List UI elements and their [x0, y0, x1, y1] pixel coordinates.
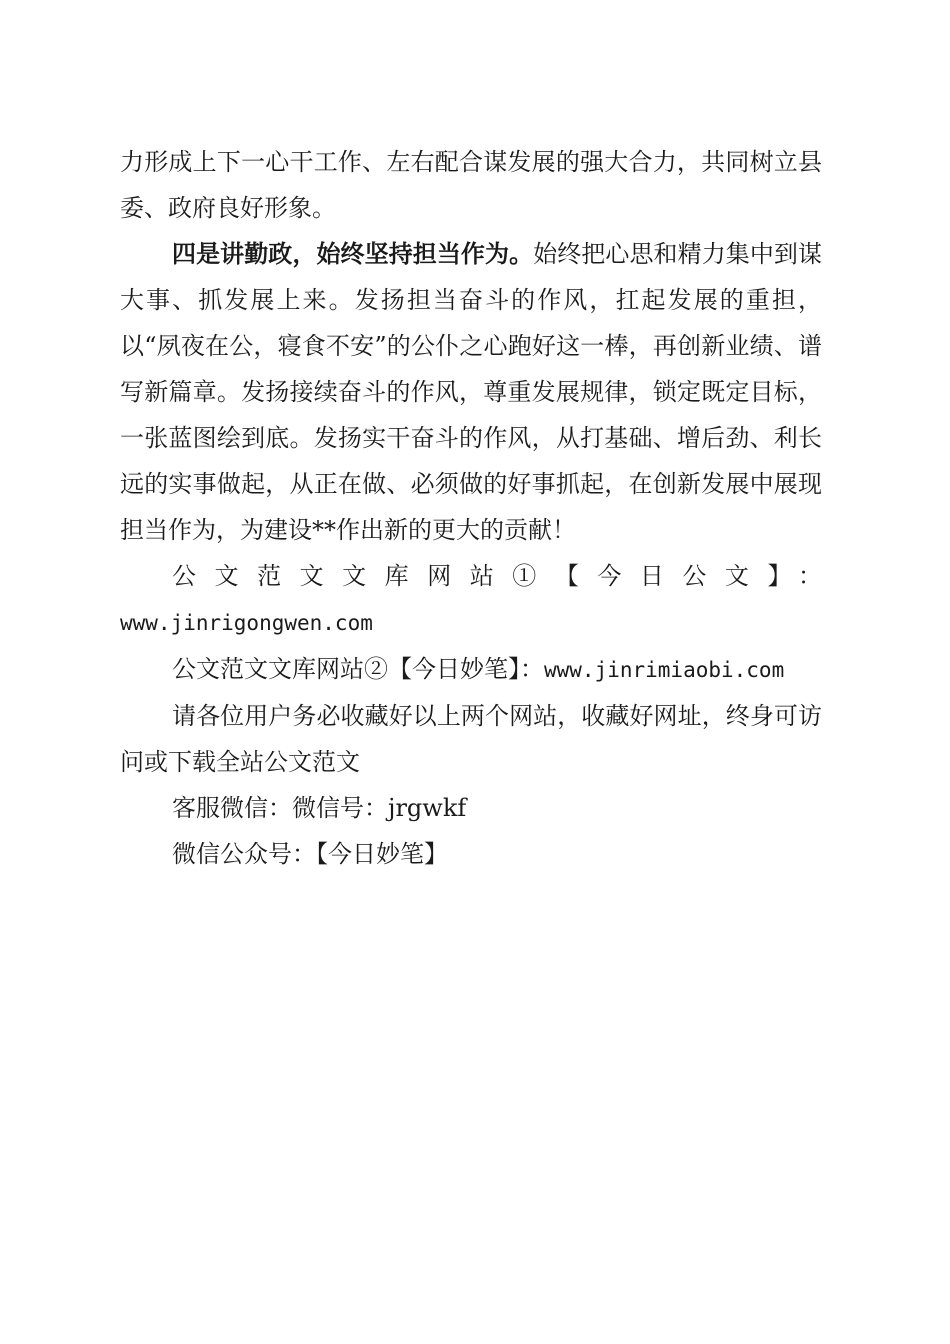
paragraph-text: 力形成上下一心干工作、左右配合谋发展的强大合力，共同树立县委、政府良好形象。: [120, 148, 822, 222]
website-line-1-url: [120, 599, 822, 646]
paragraph-heading: 四是讲勤政，始终坚持担当作为。: [172, 239, 534, 268]
website-line-2: [120, 646, 822, 693]
public-account-text: 微信公众号：【今日妙笔】: [172, 840, 448, 868]
website-1-url[interactable]: www.jinrigongwen.com: [120, 611, 373, 635]
website-2-url[interactable]: www.jinrimiaobi.com: [544, 658, 785, 682]
notice-text: 请各位用户务必收藏好以上两个网站，收藏好网址，终身可访问或下载全站公文范文: [120, 702, 822, 776]
paragraph-continuation: [120, 139, 822, 231]
public-account-line: [120, 831, 822, 877]
website-1-label: 公文范文文库网站①【今日公文】：: [172, 562, 822, 590]
bookmark-notice: [120, 693, 822, 785]
paragraph-diligence: [120, 231, 822, 553]
service-wechat-text: 客服微信：微信号：jrgwkf: [172, 794, 467, 822]
website-2-label: 公文范文文库网站②【今日妙笔】：: [172, 655, 544, 683]
website-line-1: [120, 553, 822, 599]
customer-service-line: [120, 785, 822, 831]
document-body: [120, 139, 822, 877]
paragraph-text: 始终把心思和精力集中到谋大事、抓发展上来。发扬担当奋斗的作风，扛起发展的重担，以“夙夜在公，寝食不安”的公仆之心跑好这一棒，再创新业绩、谱写新篇章。发扬接续奋斗的作风，尊重发展规律，锁定既定目标，一张蓝图绘到底。发扬实干奋斗的作风，从打基础、增后劲、利长远的实事做起，从正在做、必须做的好事抓起，在创新发展中展现担当作为，为建设**作出新的更大的贡献！: [120, 240, 823, 544]
